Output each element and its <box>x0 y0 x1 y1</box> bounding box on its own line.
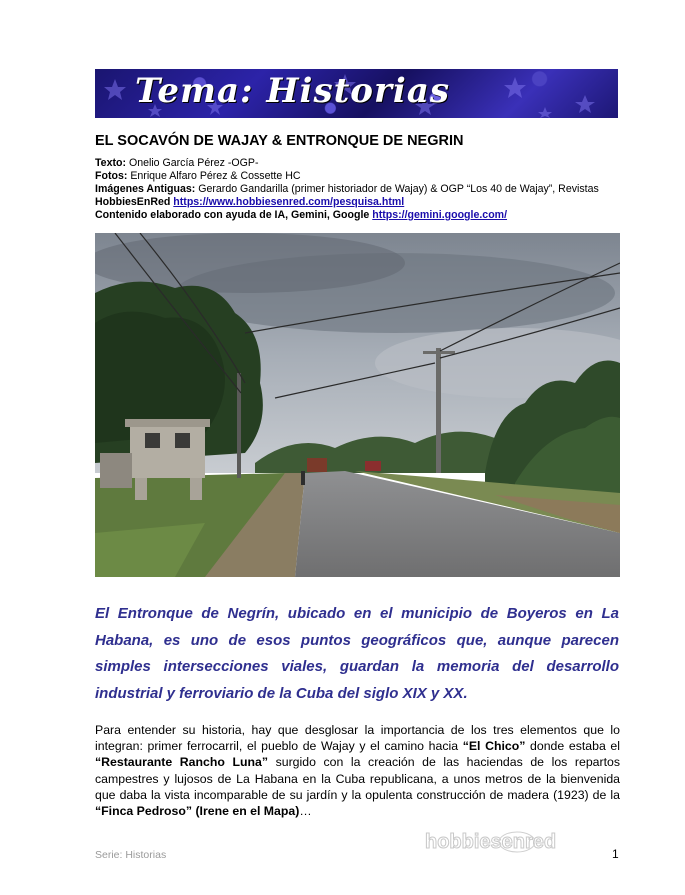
credit-fotos-value: Enrique Alfaro Pérez & Cossette HC <box>130 170 301 182</box>
footer-series: Serie: Historias <box>95 849 167 861</box>
hobbies-link[interactable]: https://www.hobbiesenred.com/pesquisa.html <box>173 196 405 208</box>
hobbiesenred-watermark <box>423 826 563 860</box>
credit-hobbies-label: HobbiesEnRed <box>95 196 171 208</box>
body-bold-el-chico: “El Chico” <box>462 739 526 754</box>
document-title: EL SOCAVÓN DE WAJAY & ENTRONQUE DE NEGRIN <box>95 133 464 149</box>
body-text-3: surgido con la creación de las haciendas de los repartos campestres y lujosos de La Habana en la Cuba republicana, a unos metros de la bienvenida que daba la vista incomparable de su jardín y la opulenta construcción de madera (1923) de la <box>95 755 620 802</box>
watermark-text: hobbiesenred <box>425 831 557 853</box>
photo-illustration <box>95 233 620 577</box>
credits-block <box>95 157 620 222</box>
credit-fotos <box>95 170 620 183</box>
body-text-1: Para entender su historia, hay que desglosar la importancia de los tres elementos que lo integran: primer ferrocarril, el pueblo de Wajay y el camino hacia <box>95 723 620 754</box>
credit-texto <box>95 157 620 170</box>
credit-imagenes-value: Gerardo Gandarilla (primer historiador de Wajay) & OGP “Los 40 de Wajay”, Revistas <box>198 183 599 195</box>
credit-ia-label: Contenido elaborado con ayuda de IA, Gemini, Google <box>95 209 370 221</box>
credit-hobbies <box>95 196 620 209</box>
credit-ia <box>95 209 620 222</box>
body-bold-finca: “Finca Pedroso” (Irene en el Mapa) <box>95 804 300 819</box>
banner-title: Tema: Historias <box>135 71 450 111</box>
credit-fotos-label: Fotos: <box>95 170 128 182</box>
watermark-logo-icon <box>423 826 563 860</box>
intro-paragraph: El Entronque de Negrín, ubicado en el municipio de Boyeros en La Habana, es uno de esos puntos geográficos que, aunque parecen simples intersecciones viales, guardan la memoria del desarrollo industrial y ferroviario de la Cuba del siglo XIX y XX. <box>95 605 619 702</box>
credit-imagenes <box>95 183 620 196</box>
credit-imagenes-label: Imágenes Antiguas: <box>95 183 196 195</box>
gemini-link[interactable]: https://gemini.google.com/ <box>372 209 508 221</box>
body-text-4: … <box>299 804 312 819</box>
body-bold-restaurante: “Restaurante Rancho Luna” <box>95 755 268 770</box>
credit-texto-label: Texto: <box>95 157 126 169</box>
page-number: 1 <box>612 847 619 861</box>
road-junction-photo <box>95 233 620 577</box>
body-paragraph <box>95 722 620 819</box>
credit-texto-value: Onelio García Pérez -OGP- <box>128 157 259 169</box>
header-banner <box>95 69 618 118</box>
body-text-2: donde estaba el <box>525 739 621 754</box>
